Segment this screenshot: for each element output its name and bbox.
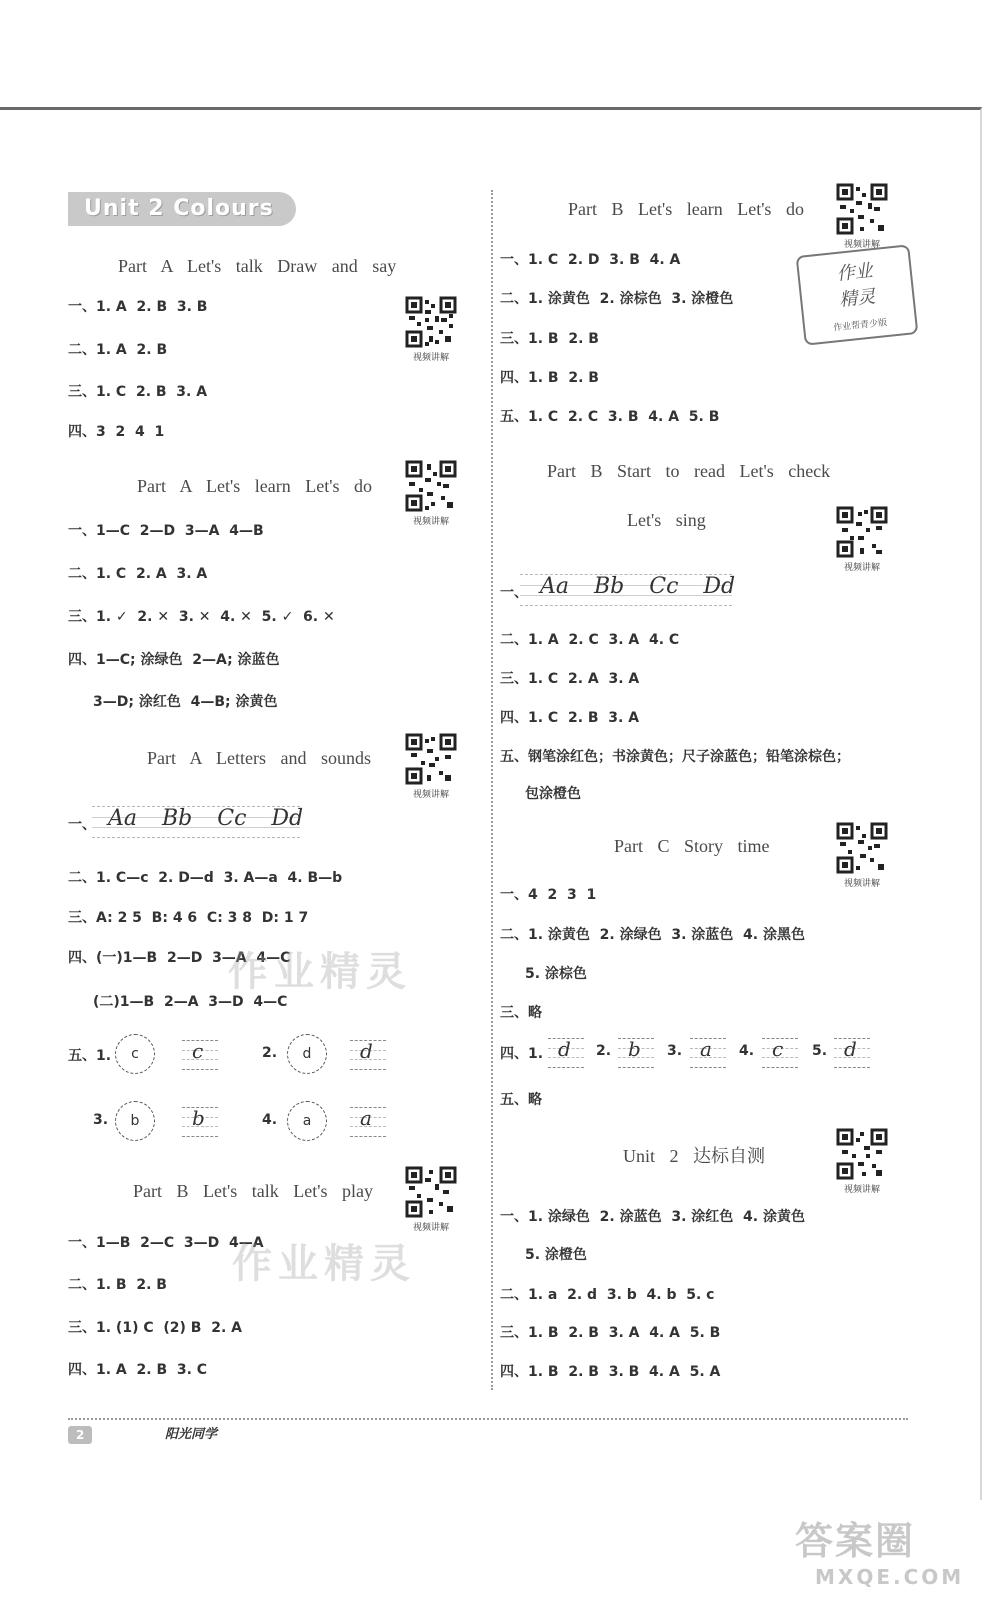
answer-label: 5. — [812, 1043, 828, 1059]
answer-line: 一、1—B 2—C 3—D 4—A — [68, 1235, 264, 1251]
section-title: Part B Let's learn Let's do — [568, 199, 804, 219]
section-subtitle: Let's sing — [627, 510, 706, 530]
answer-line: 二、1. A 2. C 3. A 4. C — [500, 632, 680, 648]
handwritten-letters: Aa Bb Cc Dd — [108, 806, 304, 831]
answer-line: 四、1. C 2. B 3. A — [500, 710, 640, 726]
answer-line: 二、1. A 2. B — [68, 342, 168, 358]
answer-label: 五、1. — [68, 1048, 112, 1064]
qr-code-icon[interactable] — [836, 506, 888, 572]
letter-circle: c — [115, 1034, 155, 1074]
letter-box: b — [182, 1107, 218, 1137]
column-divider — [491, 190, 493, 1390]
answer-line: (二)1—B 2—A 3—D 4—C — [93, 994, 288, 1010]
answer-line: 二、1. B 2. B — [68, 1277, 167, 1293]
answer-label: 四、1. — [500, 1046, 544, 1062]
section-title: Part B Start to read Let's check — [547, 461, 831, 481]
page-number: 2 — [68, 1426, 92, 1446]
answer-label: 3. — [93, 1112, 109, 1128]
letter-box: c — [762, 1038, 798, 1068]
answer-line: 一、1. C 2. D 3. B 4. A — [500, 252, 681, 268]
answer-label: 4. — [262, 1112, 278, 1128]
section-title: Unit 2 达标自测 — [623, 1146, 766, 1166]
answer-line: 二、1. a 2. d 3. b 4. b 5. c — [500, 1287, 715, 1303]
answer-line: 一、1—C 2—D 3—A 4—B — [68, 523, 264, 539]
section-title: Part A Let's learn Let's do — [137, 476, 372, 496]
section-title: Part C Story time — [614, 836, 770, 856]
section-title: Part A Let's talk Draw and say — [118, 256, 397, 276]
watermark: 作业精灵 — [228, 949, 412, 995]
letter-box: d — [350, 1040, 386, 1070]
letter-circle: d — [287, 1034, 327, 1074]
answer-label: 一、 — [68, 817, 96, 833]
answer-line: 三、1. B 2. B — [500, 331, 599, 347]
answer-line: 一、1. A 2. B 3. B — [68, 299, 208, 315]
qr-caption: 视频讲解 — [843, 240, 880, 250]
answer-line: 三、1. (1) C (2) B 2. A — [68, 1320, 242, 1336]
answer-line: 5. 涂棕色 — [525, 966, 587, 982]
qr-code-icon[interactable] — [405, 1166, 457, 1232]
answer-line: 三、略 — [500, 1005, 542, 1021]
answer-line: 三、1. ✓ 2. ✕ 3. ✕ 4. ✕ 5. ✓ 6. ✕ — [68, 609, 335, 625]
answer-line: 一、1. 涂绿色 2. 涂蓝色 3. 涂红色 4. 涂黄色 — [500, 1209, 805, 1225]
answer-line: 二、1. C 2. A 3. A — [68, 566, 208, 582]
letter-box: d — [548, 1038, 584, 1068]
qr-code-icon[interactable] — [836, 183, 888, 249]
qr-code-icon[interactable] — [405, 460, 457, 526]
footer-divider — [68, 1418, 908, 1420]
answer-line: 四、1. A 2. B 3. C — [68, 1362, 208, 1378]
answer-line: 二、1. 涂黄色 2. 涂棕色 3. 涂橙色 — [500, 291, 734, 307]
letter-box: c — [182, 1040, 218, 1070]
letter-box: d — [834, 1038, 870, 1068]
unit-banner: Unit 2 Colours — [68, 192, 296, 226]
section-title: Part B Let's talk Let's play — [133, 1181, 373, 1201]
answer-line: 四、1. B 2. B 3. B 4. A 5. A — [500, 1364, 721, 1380]
answer-line: 5. 涂橙色 — [525, 1247, 587, 1263]
answer-line: 三、1. C 2. A 3. A — [500, 671, 640, 687]
answer-line: 包涂橙色 — [525, 786, 581, 802]
qr-code-icon[interactable] — [405, 733, 457, 799]
answer-line: 二、1. C—c 2. D—d 3. A—a 4. B—b — [68, 870, 343, 886]
letter-circle: a — [287, 1101, 327, 1141]
answer-line: 三、1. C 2. B 3. A — [68, 384, 208, 400]
qr-caption: 视频讲解 — [412, 353, 449, 363]
answer-label: 2. — [262, 1045, 278, 1061]
qr-caption: 视频讲解 — [412, 1223, 449, 1233]
answer-line: 四、3 2 4 1 — [68, 424, 165, 440]
watermark: 作业精灵 — [232, 1241, 416, 1287]
letter-box: a — [690, 1038, 726, 1068]
brand-logo: 阳光同学 — [165, 1427, 218, 1442]
answer-line: 五、略 — [500, 1092, 542, 1108]
answer-line: 五、1. C 2. C 3. B 4. A 5. B — [500, 409, 720, 425]
answer-line: 四、1. B 2. B — [500, 370, 599, 386]
letter-box: a — [350, 1107, 386, 1137]
qr-caption: 视频讲解 — [412, 517, 449, 527]
answer-line: 四、(一)1—B 2—D 3—A 4—C — [68, 950, 291, 966]
letter-circle: b — [115, 1101, 155, 1141]
section-title: Part A Letters and sounds — [147, 748, 371, 768]
answer-line: 三、1. B 2. B 3. A 4. A 5. B — [500, 1325, 721, 1341]
answer-line: 四、1—C; 涂绿色 2—A; 涂蓝色 — [68, 652, 280, 668]
answer-label: 一、 — [500, 585, 528, 601]
qr-code-icon[interactable] — [836, 822, 888, 888]
qr-caption: 视频讲解 — [843, 563, 880, 573]
answer-line: 二、1. 涂黄色 2. 涂绿色 3. 涂蓝色 4. 涂黑色 — [500, 927, 805, 943]
qr-caption: 视频讲解 — [412, 790, 449, 800]
site-watermark-logo: 答案圈 MXQE.COM — [795, 1519, 965, 1589]
answer-line: 一、4 2 3 1 — [500, 887, 597, 903]
qr-code-icon[interactable] — [836, 1128, 888, 1194]
answer-line: 3—D; 涂红色 4—B; 涂黄色 — [93, 694, 278, 710]
answer-label: 4. — [739, 1043, 755, 1059]
qr-caption: 视频讲解 — [843, 1185, 880, 1195]
stamp-logo: 作业 精灵 作业帮青少版 — [796, 244, 919, 345]
answer-line: 五、钢笔涂红色；书涂黄色；尺子涂蓝色；铅笔涂棕色； — [500, 749, 850, 765]
answer-label: 3. — [667, 1043, 683, 1059]
answer-line: 三、A: 2 5 B: 4 6 C: 3 8 D: 1 7 — [68, 910, 309, 926]
answer-label: 2. — [596, 1043, 612, 1059]
qr-code-icon[interactable] — [405, 296, 457, 362]
qr-caption: 视频讲解 — [843, 879, 880, 889]
letter-box: b — [618, 1038, 654, 1068]
handwritten-letters: Aa Bb Cc Dd — [540, 574, 736, 599]
